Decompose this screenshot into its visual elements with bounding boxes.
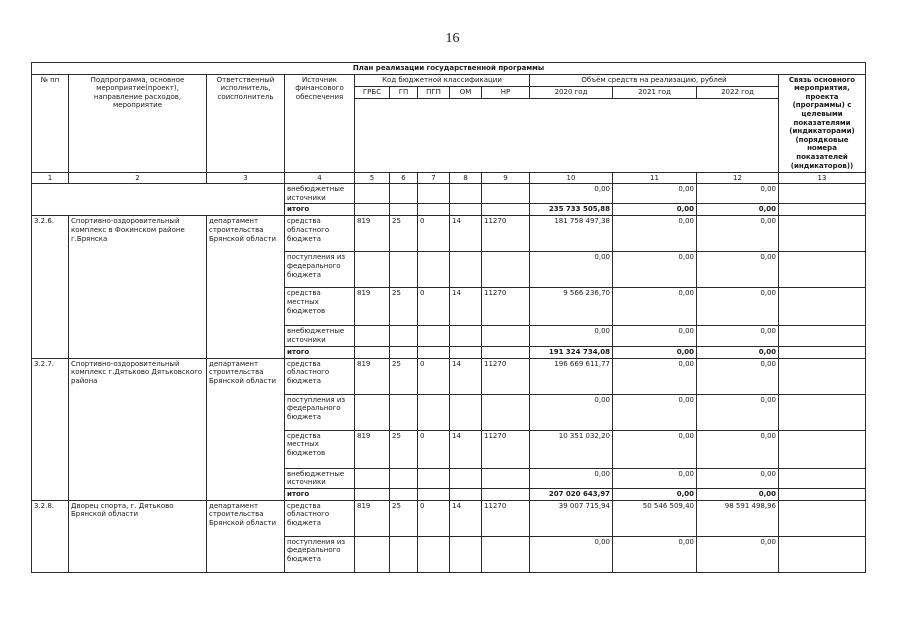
amount-2021-cell: 0,00: [613, 468, 697, 488]
header-om: ОМ: [450, 86, 482, 98]
amount-2020-cell: 10 351 032,20: [530, 430, 613, 468]
amount-2020-cell: 0,00: [530, 536, 613, 572]
gp-cell: [390, 536, 418, 572]
grbs-cell: [355, 204, 390, 216]
gp-cell: [390, 184, 418, 204]
amount-2022-cell: 0,00: [697, 468, 779, 488]
grbs-cell: [355, 252, 390, 288]
grbs-cell: [355, 468, 390, 488]
source-cell: итого: [285, 488, 355, 500]
column-number: 11: [613, 172, 697, 184]
grbs-cell: [355, 536, 390, 572]
measure-responsible: департамент строительства Брянской области: [207, 358, 285, 500]
source-cell: поступления из федерального бюджета: [285, 536, 355, 572]
om-cell: 14: [450, 288, 482, 326]
header-link: Связь основного мероприятия, проекта (программы) с целевыми показателями (индикаторами) (порядковые номера показателей (индикаторов)): [779, 74, 866, 172]
pgp-cell: [418, 326, 450, 346]
measure-name: Спортивно-оздоровительный комплекс г.Дятьково Дятьковского района: [69, 358, 207, 500]
nr-cell: [482, 536, 530, 572]
column-number: 4: [285, 172, 355, 184]
om-cell: [450, 488, 482, 500]
amount-2022-cell: 0,00: [697, 346, 779, 358]
header-grbs: ГРБС: [355, 86, 390, 98]
om-cell: 14: [450, 500, 482, 536]
om-cell: [450, 346, 482, 358]
om-cell: [450, 184, 482, 204]
amount-2020-cell: 9 566 236,70: [530, 288, 613, 326]
column-number: 7: [418, 172, 450, 184]
header-funds-group: Объём средств на реализацию, рублей: [530, 74, 779, 86]
column-number: 9: [482, 172, 530, 184]
gp-cell: [390, 394, 418, 430]
nr-cell: 11270: [482, 500, 530, 536]
source-cell: средства областного бюджета: [285, 500, 355, 536]
header-budget-code-group: Код бюджетной классификации: [355, 74, 530, 86]
column-number: 13: [779, 172, 866, 184]
table-title: План реализации государственной программы: [32, 63, 866, 75]
nr-cell: 11270: [482, 430, 530, 468]
grbs-cell: 819: [355, 358, 390, 394]
nr-cell: 11270: [482, 358, 530, 394]
grbs-cell: [355, 326, 390, 346]
indicator-link-cell: [779, 488, 866, 500]
indicator-link-cell: [779, 394, 866, 430]
amount-2021-cell: 0,00: [613, 326, 697, 346]
indicator-link-cell: [779, 204, 866, 216]
om-cell: 14: [450, 216, 482, 252]
pgp-cell: [418, 346, 450, 358]
source-cell: внебюджетные источники: [285, 326, 355, 346]
carry-over-empty: [32, 184, 285, 216]
pgp-cell: 0: [418, 288, 450, 326]
amount-2021-cell: 0,00: [613, 184, 697, 204]
source-cell: средства областного бюджета: [285, 216, 355, 252]
amount-2020-cell: 0,00: [530, 252, 613, 288]
gp-cell: 25: [390, 500, 418, 536]
source-cell: поступления из федерального бюджета: [285, 394, 355, 430]
amount-2021-cell: 0,00: [613, 536, 697, 572]
table-row: [32, 500, 866, 536]
gp-cell: 25: [390, 216, 418, 252]
amount-2020-cell: 0,00: [530, 468, 613, 488]
gp-cell: 25: [390, 430, 418, 468]
om-cell: [450, 326, 482, 346]
column-number: 3: [207, 172, 285, 184]
header-year-2020: 2020 год: [530, 86, 613, 98]
indicator-link-cell: [779, 184, 866, 204]
column-number: 8: [450, 172, 482, 184]
nr-cell: [482, 204, 530, 216]
header-year-2022: 2022 год: [697, 86, 779, 98]
amount-2021-cell: 0,00: [613, 346, 697, 358]
table-row: [32, 184, 866, 204]
gp-cell: [390, 488, 418, 500]
amount-2021-cell: 0,00: [613, 252, 697, 288]
indicator-link-cell: [779, 346, 866, 358]
nr-cell: [482, 488, 530, 500]
pgp-cell: [418, 468, 450, 488]
amount-2022-cell: 0,00: [697, 252, 779, 288]
amount-2020-cell: 0,00: [530, 326, 613, 346]
table-row: [32, 216, 866, 252]
measure-responsible: департамент строительства Брянской области: [207, 500, 285, 572]
measure-name: Дворец спорта, г. Дятьково Брянской области: [69, 500, 207, 572]
pgp-cell: [418, 394, 450, 430]
grbs-cell: [355, 184, 390, 204]
grbs-cell: [355, 394, 390, 430]
nr-cell: 11270: [482, 288, 530, 326]
header-responsible: Ответственный исполнитель, соисполнитель: [207, 74, 285, 172]
amount-2022-cell: 0,00: [697, 326, 779, 346]
amount-2020-cell: 196 669 611,77: [530, 358, 613, 394]
page-number: 16: [445, 31, 460, 46]
amount-2022-cell: 0,00: [697, 216, 779, 252]
header-subprogram: Подпрограмма, основное мероприятие(проект), направление расходов, мероприятие: [69, 74, 207, 172]
amount-2021-cell: 0,00: [613, 216, 697, 252]
amount-2022-cell: 0,00: [697, 488, 779, 500]
source-cell: итого: [285, 204, 355, 216]
indicator-link-cell: [779, 358, 866, 394]
amount-2022-cell: 0,00: [697, 394, 779, 430]
om-cell: 14: [450, 430, 482, 468]
amount-2020-cell: 39 007 715,94: [530, 500, 613, 536]
gp-cell: 25: [390, 288, 418, 326]
measure-name: Спортивно-оздоровительный комплекс в Фокинском районе г.Брянска: [69, 216, 207, 358]
amount-2022-cell: 0,00: [697, 184, 779, 204]
gp-cell: [390, 326, 418, 346]
header-year-2021: 2021 год: [613, 86, 697, 98]
grbs-cell: 819: [355, 216, 390, 252]
table-row: [32, 358, 866, 394]
source-cell: средства областного бюджета: [285, 358, 355, 394]
indicator-link-cell: [779, 326, 866, 346]
grbs-cell: 819: [355, 430, 390, 468]
amount-2022-cell: 0,00: [697, 430, 779, 468]
column-number: 1: [32, 172, 69, 184]
pgp-cell: 0: [418, 358, 450, 394]
indicator-link-cell: [779, 288, 866, 326]
header-pgp: ПГП: [418, 86, 450, 98]
measure-number: 3.2.8.: [32, 500, 69, 572]
pgp-cell: [418, 536, 450, 572]
column-number: 2: [69, 172, 207, 184]
amount-2021-cell: 0,00: [613, 394, 697, 430]
header-num: № пп: [32, 74, 69, 172]
grbs-cell: 819: [355, 500, 390, 536]
amount-2020-cell: 0,00: [530, 394, 613, 430]
amount-2021-cell: 50 546 509,40: [613, 500, 697, 536]
nr-cell: [482, 184, 530, 204]
amount-2021-cell: 0,00: [613, 488, 697, 500]
amount-2021-cell: 0,00: [613, 288, 697, 326]
header-gp: ГП: [390, 86, 418, 98]
header-nr: НР: [482, 86, 530, 98]
measure-number: 3.2.6.: [32, 216, 69, 358]
column-number: 6: [390, 172, 418, 184]
indicator-link-cell: [779, 252, 866, 288]
source-cell: средства местных бюджетов: [285, 430, 355, 468]
gp-cell: [390, 346, 418, 358]
amount-2022-cell: 0,00: [697, 288, 779, 326]
measure-responsible: департамент строительства Брянской области: [207, 216, 285, 358]
column-number: 5: [355, 172, 390, 184]
om-cell: [450, 394, 482, 430]
pgp-cell: 0: [418, 430, 450, 468]
grbs-cell: [355, 346, 390, 358]
amount-2021-cell: 0,00: [613, 358, 697, 394]
source-cell: поступления из федерального бюджета: [285, 252, 355, 288]
column-number: 12: [697, 172, 779, 184]
gp-cell: [390, 468, 418, 488]
source-cell: внебюджетные источники: [285, 468, 355, 488]
nr-cell: [482, 326, 530, 346]
column-number: 10: [530, 172, 613, 184]
nr-cell: [482, 346, 530, 358]
source-cell: средства местных бюджетов: [285, 288, 355, 326]
nr-cell: 11270: [482, 216, 530, 252]
nr-cell: [482, 468, 530, 488]
gp-cell: [390, 204, 418, 216]
amount-2020-cell: 191 324 734,08: [530, 346, 613, 358]
om-cell: [450, 204, 482, 216]
pgp-cell: [418, 184, 450, 204]
amount-2020-cell: 207 020 643,97: [530, 488, 613, 500]
pgp-cell: 0: [418, 500, 450, 536]
amount-2021-cell: 0,00: [613, 204, 697, 216]
grbs-cell: [355, 488, 390, 500]
amount-2022-cell: 0,00: [697, 358, 779, 394]
amount-2020-cell: 0,00: [530, 184, 613, 204]
indicator-link-cell: [779, 216, 866, 252]
header-source: Источник финансового обеспечения: [285, 74, 355, 172]
pgp-cell: [418, 204, 450, 216]
indicator-link-cell: [779, 430, 866, 468]
om-cell: [450, 252, 482, 288]
nr-cell: [482, 394, 530, 430]
amount-2022-cell: 0,00: [697, 536, 779, 572]
gp-cell: [390, 252, 418, 288]
pgp-cell: 0: [418, 216, 450, 252]
amount-2020-cell: 235 733 505,88: [530, 204, 613, 216]
amount-2022-cell: 98 591 498,96: [697, 500, 779, 536]
indicator-link-cell: [779, 500, 866, 536]
indicator-link-cell: [779, 536, 866, 572]
grbs-cell: 819: [355, 288, 390, 326]
amount-2020-cell: 181 758 497,38: [530, 216, 613, 252]
column-number-row: [32, 172, 866, 184]
gp-cell: 25: [390, 358, 418, 394]
om-cell: [450, 468, 482, 488]
indicator-link-cell: [779, 468, 866, 488]
pgp-cell: [418, 488, 450, 500]
pgp-cell: [418, 252, 450, 288]
source-cell: итого: [285, 346, 355, 358]
om-cell: 14: [450, 358, 482, 394]
amount-2022-cell: 0,00: [697, 204, 779, 216]
amount-2021-cell: 0,00: [613, 430, 697, 468]
source-cell: внебюджетные источники: [285, 184, 355, 204]
om-cell: [450, 536, 482, 572]
program-plan-table: [31, 62, 866, 573]
nr-cell: [482, 252, 530, 288]
measure-number: 3.2.7.: [32, 358, 69, 500]
